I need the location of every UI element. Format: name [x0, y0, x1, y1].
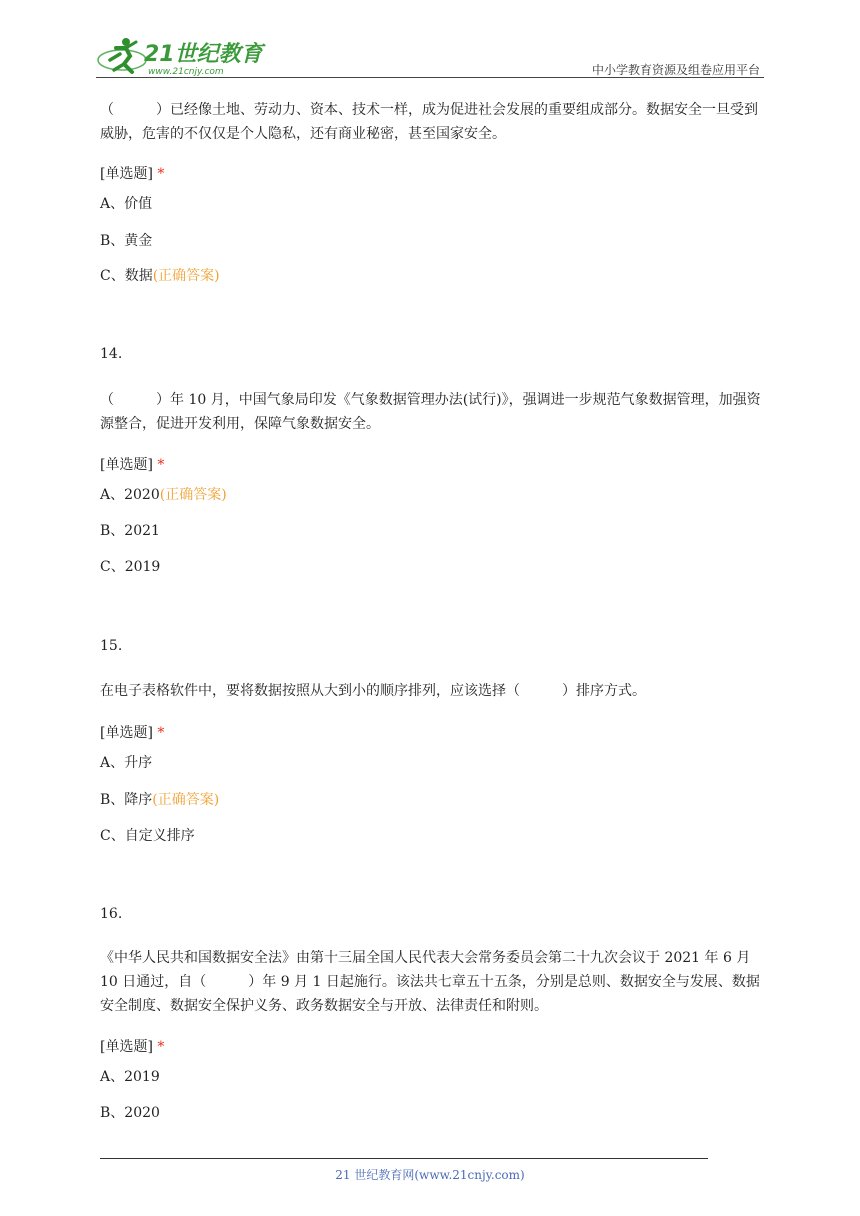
question-type [100, 722, 164, 742]
question-stem: （ ）已经像土地、劳动力、资本、技术一样，成为促进社会发展的重要组成部分。数据安全一旦受到威胁，危害的不仅仅是个人隐私，还有商业秘密，甚至国家安全。 [100, 102, 758, 142]
correct-answer-tag: (正确答案) [152, 792, 220, 808]
footer-divider [100, 1158, 708, 1159]
question-type-label: [单选题] [100, 166, 153, 182]
question-type [100, 454, 164, 474]
option-label: A、2020 [100, 487, 160, 503]
page-header [96, 34, 764, 80]
platform-name: 中小学教育资源及组卷应用平台 [591, 63, 760, 77]
question-number: 15. [100, 638, 123, 654]
question-15-stem [100, 679, 766, 703]
correct-answer-tag: (正确答案) [152, 268, 220, 284]
option-a[interactable] [100, 1066, 160, 1086]
question-14-stem [100, 388, 766, 436]
option-b[interactable] [100, 789, 219, 809]
required-mark: * [157, 166, 165, 182]
option-b[interactable] [100, 520, 160, 540]
question-stem: 《中华人民共和国数据安全法》由第十三届全国人民代表大会常务委员会第二十九次会议于 2021 年 6 月 10 日通过，自（ ）年 9 月 1 日起施行。该法共七章五十五条，分别是总则、数据安全与发展、数据安全制度、数据安全保护义务、政务数据安全与开放、法律责任和附则。 [100, 950, 760, 1014]
option-label: A、2019 [100, 1069, 160, 1085]
question-stem: 在电子表格软件中，要将数据按照从大到小的顺序排列，应该选择（ ）排序方式。 [100, 683, 646, 699]
option-c[interactable] [100, 556, 160, 576]
option-label: B、降序 [100, 792, 153, 808]
question-number: 14. [100, 346, 123, 362]
header-divider [96, 77, 764, 78]
option-a[interactable] [100, 193, 152, 213]
option-label: C、2019 [100, 559, 161, 575]
option-a[interactable] [100, 752, 152, 772]
option-label: C、自定义排序 [100, 828, 195, 844]
option-b[interactable] [100, 230, 152, 250]
option-label: B、2021 [100, 523, 160, 539]
required-mark: * [157, 1039, 165, 1055]
logo-text: 21世纪教育 [144, 42, 263, 67]
correct-answer-tag: (正确答案) [159, 487, 227, 503]
question-type [100, 163, 164, 183]
site-logo[interactable] [96, 34, 266, 78]
option-b[interactable] [100, 1102, 160, 1122]
option-label: C、数据 [100, 268, 153, 284]
option-c[interactable] [100, 265, 220, 285]
question-type [100, 1036, 164, 1056]
option-a[interactable] [100, 484, 227, 504]
logo-runner-icon [96, 34, 266, 78]
option-c[interactable] [100, 825, 195, 845]
question-stem: （ ）年 10 月，中国气象局印发《气象数据管理办法(试行)》，强调进一步规范气象数据管理，加强资源整合，促进开发利用，保障气象数据安全。 [100, 392, 761, 432]
option-label: B、黄金 [100, 233, 153, 249]
required-mark: * [157, 457, 165, 473]
question-16-stem [100, 946, 766, 1018]
question-type-label: [单选题] [100, 725, 153, 741]
question-type-label: [单选题] [100, 457, 153, 473]
required-mark: * [157, 725, 165, 741]
option-label: A、价值 [100, 196, 153, 212]
option-label: B、2020 [100, 1105, 160, 1121]
logo-url: www.21cnjy.com [148, 67, 224, 77]
question-13-stem [100, 98, 766, 146]
option-label: A、升序 [100, 755, 153, 771]
question-number: 16. [100, 906, 123, 922]
footer-link[interactable]: 21 世纪教育网(www.21cnjy.com) [335, 1168, 525, 1182]
question-type-label: [单选题] [100, 1039, 153, 1055]
